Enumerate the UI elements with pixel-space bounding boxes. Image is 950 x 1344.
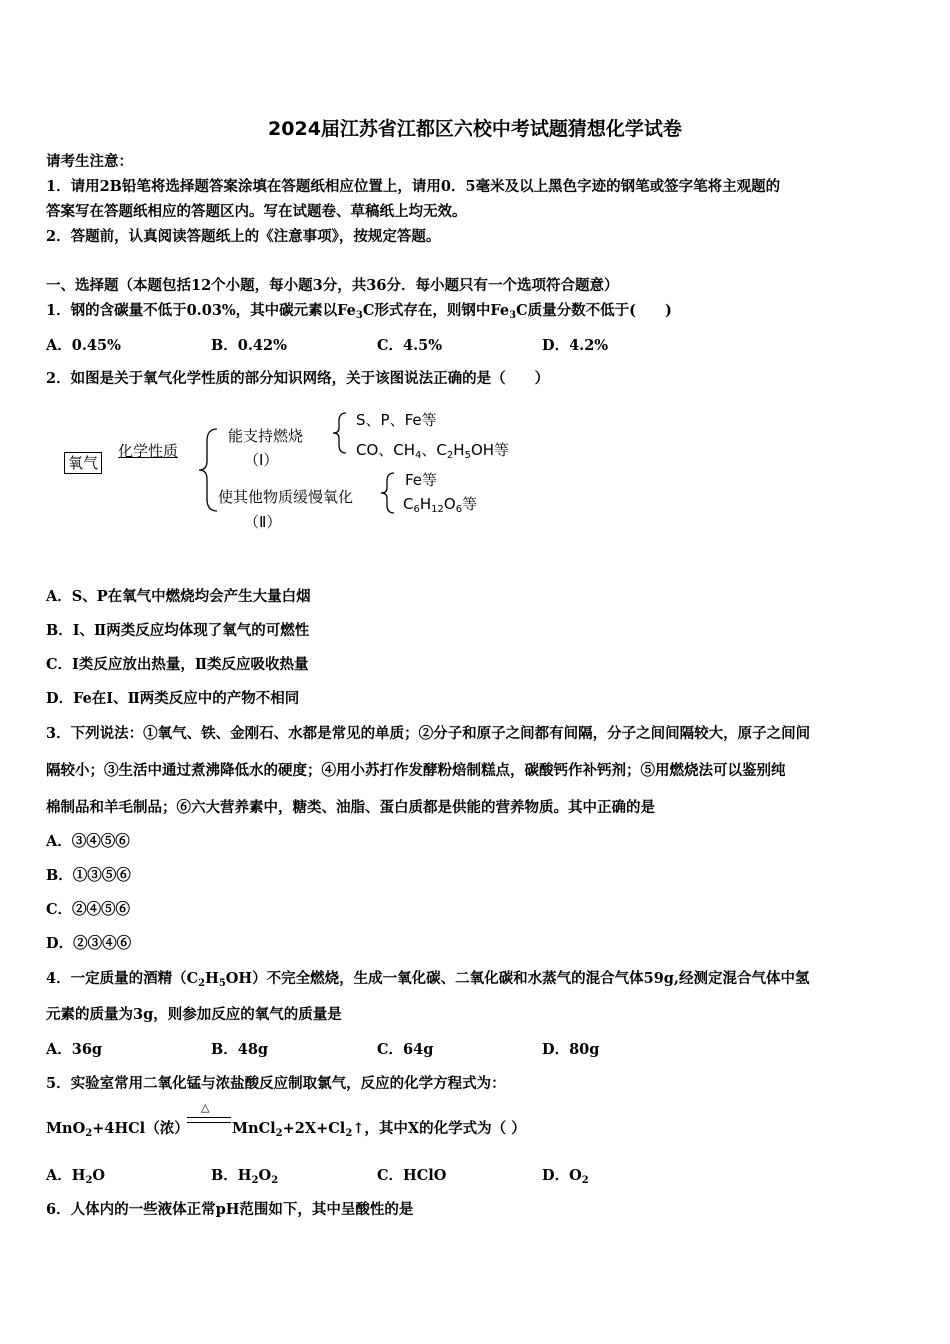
q4-option-a: A．36g <box>46 1041 103 1058</box>
page-title: 2024届江苏省江都区六校中考试题猜想化学试卷 <box>268 118 682 140</box>
q1-option-c: C．4.5% <box>377 337 443 354</box>
notice-line-3: 2．答题前，认真阅读答题纸上的《注意事项》，按规定答题。 <box>46 228 441 245</box>
diagram-branch-2-tag: （Ⅱ） <box>244 513 282 531</box>
q6-stem: 6．人体内的一些液体正常pH范围如下，其中呈酸性的是 <box>46 1201 414 1218</box>
heat-delta-icon: △ <box>201 1101 210 1114</box>
diagram-branch-2-item-1: Fe等 <box>405 471 438 489</box>
q4-option-b: B．48g <box>211 1041 269 1058</box>
q3-option-c: C．②④⑤⑥ <box>46 901 131 918</box>
q4-line-2: 元素的质量为3g，则参加反应的氧气的质量是 <box>46 1006 342 1023</box>
notice-line-1: 1．请用2B铅笔将选择题答案涂填在答题纸相应位置上，请用0．5毫米及以上黑色字迹的钢笔或签字笔将主观题的 <box>46 178 781 195</box>
brace-1-icon <box>328 410 350 456</box>
q4-option-d: D．80g <box>542 1041 600 1058</box>
diagram-branch-1-tag: （Ⅰ） <box>244 451 279 469</box>
notice-line-2: 答案写在答题纸相应的答题区内。写在试题卷、草稿纸上均无效。 <box>46 203 467 220</box>
q3-option-d: D．②③④⑥ <box>46 935 132 952</box>
q5-option-a: A．$H_2O$ <box>46 1167 106 1186</box>
q1-stem: 1．钢的含碳量不低于0.03%，其中碳元素以$Fe_3C$形式存在，则钢中$Fe_3C$质量分数不低于( ) <box>46 302 672 321</box>
equals-line-top <box>187 1117 231 1118</box>
q2-option-d: D．Fe在Ⅰ、Ⅱ两类反应中的产物不相同 <box>46 690 300 707</box>
diagram-branch-2-item-2: $C_6H_{12}O_6$等 <box>403 495 478 515</box>
brace-2-icon <box>376 470 398 516</box>
q2-option-c: C．Ⅰ类反应放出热量，Ⅱ类反应吸收热量 <box>46 656 309 673</box>
q3-line-1: 3．下列说法：①氧气、铁、金刚石、水都是常见的单质；②分子和原子之间都有间隔，分子之间间隔较大，原子之间间 <box>46 725 811 742</box>
diagram-oxygen-box: 氧气 <box>64 452 102 474</box>
diagram-chem-prop: 化学性质 <box>118 442 179 460</box>
diagram-branch-2: 使其他物质缓慢氧化 <box>218 488 354 506</box>
q3-line-2: 隔较小；③生活中通过煮沸降低水的硬度；④用小苏打作发酵粉焙制糕点，碳酸钙作补钙剂；⑤用燃烧法可以鉴别纯 <box>46 762 786 779</box>
diagram-branch-1-item-2: CO、$CH_4$、$C_2H_5OH$等 <box>356 441 510 461</box>
q2-option-a: A．S、P在氧气中燃烧均会产生大量白烟 <box>46 588 311 605</box>
q4-line-1: 4．一定质量的酒精$(C_2H_5OH)$不完全燃烧，生成一氧化碳、二氧化碳和水蒸气的混合气体59g,经测定混合气体中氢 <box>46 970 810 989</box>
diagram-branch-1-item-1: S、P、Fe等 <box>356 411 437 429</box>
notice-heading: 请考生注意： <box>46 153 133 170</box>
q5-equation-right: $MnCl_2+2X+Cl_2↑$，其中X的化学式为（ ） <box>232 1120 526 1139</box>
diagram-branch-1: 能支持燃烧 <box>228 427 304 445</box>
q4-option-c: C．64g <box>377 1041 434 1058</box>
q1-option-a: A．0.45% <box>46 337 121 354</box>
section-heading: 一、选择题（本题包括12个小题，每小题3分，共36分．每小题只有一个选项符合题意） <box>46 277 619 294</box>
q1-option-b: B．0.42% <box>211 337 287 354</box>
q5-option-b: B．$H_2O_2$ <box>211 1167 279 1186</box>
q5-stem: 5．实验室常用二氧化锰与浓盐酸反应制取氯气，反应的化学方程式为： <box>46 1075 506 1092</box>
equals-line-bottom <box>187 1122 231 1123</box>
q2-stem: 2．如图是关于氧气化学性质的部分知识网络，关于该图说法正确的是（ ） <box>46 370 550 387</box>
q5-equation-left: MnO$_2$+4HCl（浓） <box>46 1120 189 1139</box>
q5-option-c: C．HClO <box>377 1167 447 1184</box>
q3-option-b: B．①③⑤⑥ <box>46 867 131 884</box>
q3-line-3: 棉制品和羊毛制品；⑥六大营养素中，糖类、油脂、蛋白质都是供能的营养物质。其中正确的是 <box>46 799 655 816</box>
q3-option-a: A．③④⑤⑥ <box>46 833 130 850</box>
q2-option-b: B．Ⅰ、Ⅱ两类反应均体现了氧气的可燃性 <box>46 622 310 639</box>
q1-option-d: D．4.2% <box>542 337 609 354</box>
q5-option-d: D．$O_2$ <box>542 1167 589 1186</box>
